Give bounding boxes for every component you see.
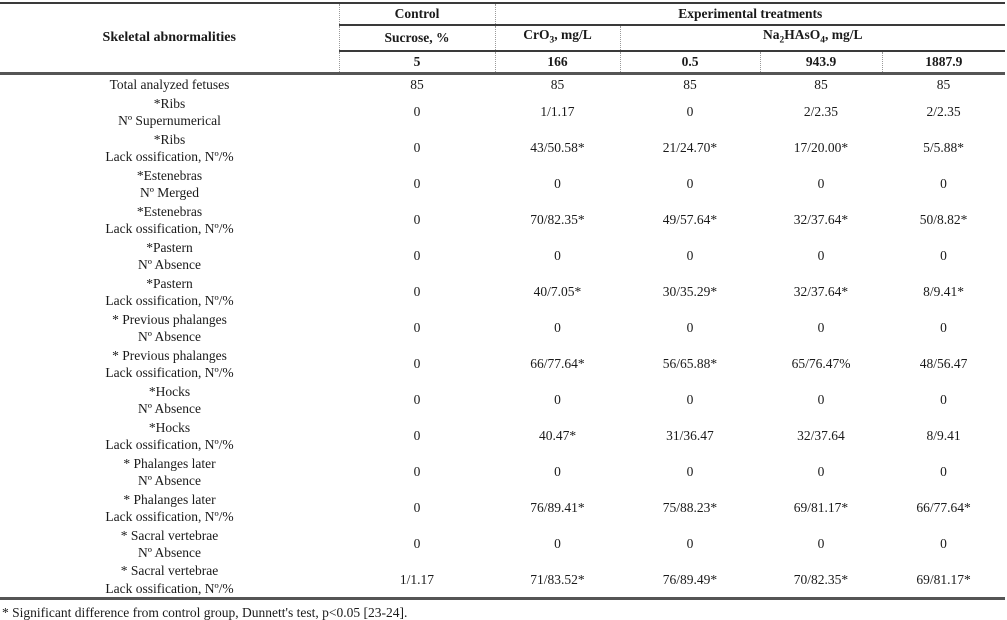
col-header-skeletal-abnormalities: Skeletal abnormalities <box>0 3 339 73</box>
row-label-line: Total analyzed fetuses <box>109 76 230 92</box>
value-cell: 0 <box>413 104 421 120</box>
value-cell: 0 <box>817 320 825 336</box>
value-cell: 32/37.64 <box>797 428 845 444</box>
value-cell: 0 <box>413 356 421 372</box>
value-cell: 70/82.35* <box>530 212 585 228</box>
value-cell: 0 <box>554 392 561 408</box>
value-cell: 65/76.47% <box>791 356 851 372</box>
col-header-experimental-treatments: Experimental treatments <box>495 3 1005 25</box>
value-cell: 49/57.64* <box>662 212 718 228</box>
value-cell: 0 <box>686 104 694 120</box>
value-cell: 69/81.17* <box>882 562 1005 599</box>
na2haso4-formula-s1: 2 <box>779 35 785 46</box>
value-cell: 66/77.64* <box>530 356 585 372</box>
row-label-line: *Pastern <box>146 239 193 255</box>
value-cell: 40/7.05* <box>533 284 582 300</box>
value-cell: 0 <box>413 284 421 300</box>
row-label <box>0 418 339 454</box>
value-cell: 85 <box>550 76 565 92</box>
table-row <box>0 490 1005 526</box>
value-cell: 0 <box>686 536 694 552</box>
value-cell: 76/89.49* <box>620 562 760 599</box>
value-cell: 31/36.47 <box>666 428 714 444</box>
value-cell: 75/88.23* <box>662 500 718 516</box>
row-label-line: * Sacral vertebrae <box>120 563 219 579</box>
row-label <box>0 562 339 599</box>
value-cell: 0 <box>817 464 825 480</box>
header-row-groups <box>0 3 1005 25</box>
cro3-unit: , mg/L <box>554 27 592 42</box>
row-label <box>0 238 339 274</box>
value-cell: 0 <box>413 536 421 552</box>
row-label <box>0 73 339 94</box>
value-cell: 0 <box>817 536 825 552</box>
col-header-control: Control <box>339 3 495 25</box>
col-header-cro3 <box>495 25 620 51</box>
value-cell: 0 <box>554 176 561 192</box>
row-label-line: Lack ossification, Nº/% <box>105 580 234 596</box>
dose-na2haso4-mid: 943.9 <box>760 51 882 74</box>
value-cell: 1/1.17 <box>540 104 575 120</box>
row-label <box>0 166 339 202</box>
value-cell: 0 <box>554 320 561 336</box>
row-label <box>0 490 339 526</box>
value-cell: 0 <box>686 176 694 192</box>
table-row <box>0 274 1005 310</box>
value-cell: 0 <box>413 500 421 516</box>
row-label <box>0 454 339 490</box>
value-cell: 69/81.17* <box>793 500 849 516</box>
table-row <box>0 418 1005 454</box>
value-cell: 50/8.82* <box>919 212 968 228</box>
table-row <box>0 238 1005 274</box>
value-cell: 0 <box>817 176 825 192</box>
row-label-line: *Estenebras <box>136 167 203 183</box>
value-cell: 85 <box>936 76 951 92</box>
row-label <box>0 346 339 382</box>
row-label <box>0 94 339 130</box>
value-cell: 30/35.29* <box>662 284 718 300</box>
dose-cro3: 166 <box>495 51 620 74</box>
table-row <box>0 73 1005 94</box>
table-row <box>0 382 1005 418</box>
row-label <box>0 526 339 562</box>
dose-sucrose: 5 <box>339 51 495 74</box>
row-label-line: Nº Absence <box>137 473 202 489</box>
row-label-line: Nº Supernumerical <box>118 113 221 129</box>
table-row <box>0 454 1005 490</box>
row-label <box>0 130 339 166</box>
row-label-line: *Ribs <box>153 95 186 111</box>
value-cell: 32/37.64* <box>793 212 849 228</box>
table-row <box>0 94 1005 130</box>
value-cell: 0 <box>686 320 694 336</box>
row-label <box>0 274 339 310</box>
value-cell: 0 <box>940 392 947 408</box>
value-cell: 48/56.47 <box>919 356 968 372</box>
na2haso4-formula-s2: 4 <box>820 35 826 46</box>
row-label <box>0 382 339 418</box>
value-cell: 0 <box>413 140 421 156</box>
value-cell: 0 <box>686 248 694 264</box>
dose-na2haso4-high: 1887.9 <box>882 51 1005 74</box>
value-cell: 0 <box>940 248 947 264</box>
table-row <box>0 202 1005 238</box>
value-cell: 32/37.64* <box>793 284 849 300</box>
value-cell: 0 <box>413 320 421 336</box>
row-label-line: * Previous phalanges <box>112 347 227 363</box>
value-cell: 0 <box>817 392 825 408</box>
value-cell: 0 <box>413 212 421 228</box>
row-label-line: Nº Absence <box>137 329 202 345</box>
value-cell: 0 <box>817 248 825 264</box>
value-cell: 85 <box>814 76 828 92</box>
value-cell: 0 <box>686 392 694 408</box>
table-row <box>0 310 1005 346</box>
row-label-line: *Estenebras <box>136 203 203 219</box>
col-header-na2haso4 <box>620 25 1005 51</box>
value-cell: 43/50.58* <box>530 140 585 156</box>
value-cell: 0 <box>686 464 694 480</box>
row-label-line: Nº Absence <box>137 401 202 417</box>
value-cell: 0 <box>413 464 421 480</box>
row-label-line: Lack ossification, Nº/% <box>105 221 234 237</box>
table-row <box>0 346 1005 382</box>
value-cell: 56/65.88* <box>662 356 718 372</box>
na2haso4-formula-p2: HAsO <box>784 27 821 42</box>
row-label-line: Nº Absence <box>137 257 202 273</box>
value-cell: 0 <box>940 176 947 192</box>
row-label-line: *Hocks <box>148 383 191 399</box>
row-label-line: * Sacral vertebrae <box>120 527 219 543</box>
value-cell: 0 <box>940 320 947 336</box>
value-cell: 0 <box>413 428 421 444</box>
value-cell: 21/24.70* <box>662 140 718 156</box>
table-row <box>0 130 1005 166</box>
row-label-line: *Pastern <box>146 275 193 291</box>
value-cell: 8/9.41* <box>923 284 964 300</box>
value-cell: 0 <box>554 464 561 480</box>
table-header <box>0 3 1005 73</box>
value-cell: 70/82.35* <box>760 562 882 599</box>
cro3-formula-base: CrO <box>523 27 550 42</box>
cro3-formula-subscript: 3 <box>549 35 555 46</box>
row-label <box>0 202 339 238</box>
value-cell: 8/9.41 <box>926 428 961 444</box>
na2haso4-unit: , mg/L <box>825 27 863 42</box>
value-cell: 85 <box>410 76 424 92</box>
value-cell: 17/20.00* <box>793 140 849 156</box>
skeletal-abnormalities-table <box>0 2 1005 600</box>
value-cell: 2/2.35 <box>926 104 961 120</box>
value-cell: 2/2.35 <box>803 104 839 120</box>
row-label <box>0 310 339 346</box>
value-cell: 76/89.41* <box>530 500 585 516</box>
table-row <box>0 166 1005 202</box>
row-label-line: Lack ossification, Nº/% <box>105 365 234 381</box>
row-label-line: Lack ossification, Nº/% <box>105 149 234 165</box>
value-cell: 1/1.17 <box>339 562 495 599</box>
table-row <box>0 562 1005 599</box>
value-cell: 66/77.64* <box>916 500 971 516</box>
value-cell: 0 <box>554 248 561 264</box>
row-label-line: * Previous phalanges <box>112 311 227 327</box>
value-cell: 0 <box>413 392 421 408</box>
value-cell: 0 <box>413 176 421 192</box>
col-header-sucrose: Sucrose, % <box>339 25 495 51</box>
row-label-line: Lack ossification, Nº/% <box>105 509 234 525</box>
value-cell: 71/83.52* <box>495 562 620 599</box>
row-label-line: Nº Absence <box>137 545 202 561</box>
row-label-line: *Hocks <box>148 419 191 435</box>
row-label-line: * Phalanges later <box>123 491 216 507</box>
value-cell: 0 <box>940 464 947 480</box>
row-label-line: Nº Merged <box>139 185 200 201</box>
table-body <box>0 73 1005 599</box>
row-label-line: * Phalanges later <box>123 455 216 471</box>
na2haso4-formula-p1: Na <box>763 27 780 42</box>
dose-na2haso4-low: 0.5 <box>620 51 760 74</box>
table-footnote: * Significant difference from control group, Dunnett's test, p<0.05 [23-24]. <box>2 605 408 620</box>
row-label-line: Lack ossification, Nº/% <box>105 437 234 453</box>
row-label-line: *Ribs <box>153 131 186 147</box>
row-label-line: Lack ossification, Nº/% <box>105 293 234 309</box>
table-row <box>0 526 1005 562</box>
value-cell: 40.47* <box>538 428 577 444</box>
value-cell: 0 <box>554 536 561 552</box>
value-cell: 0 <box>940 536 947 552</box>
value-cell: 0 <box>413 248 421 264</box>
value-cell: 5/5.88* <box>923 140 964 156</box>
value-cell: 85 <box>683 76 697 92</box>
